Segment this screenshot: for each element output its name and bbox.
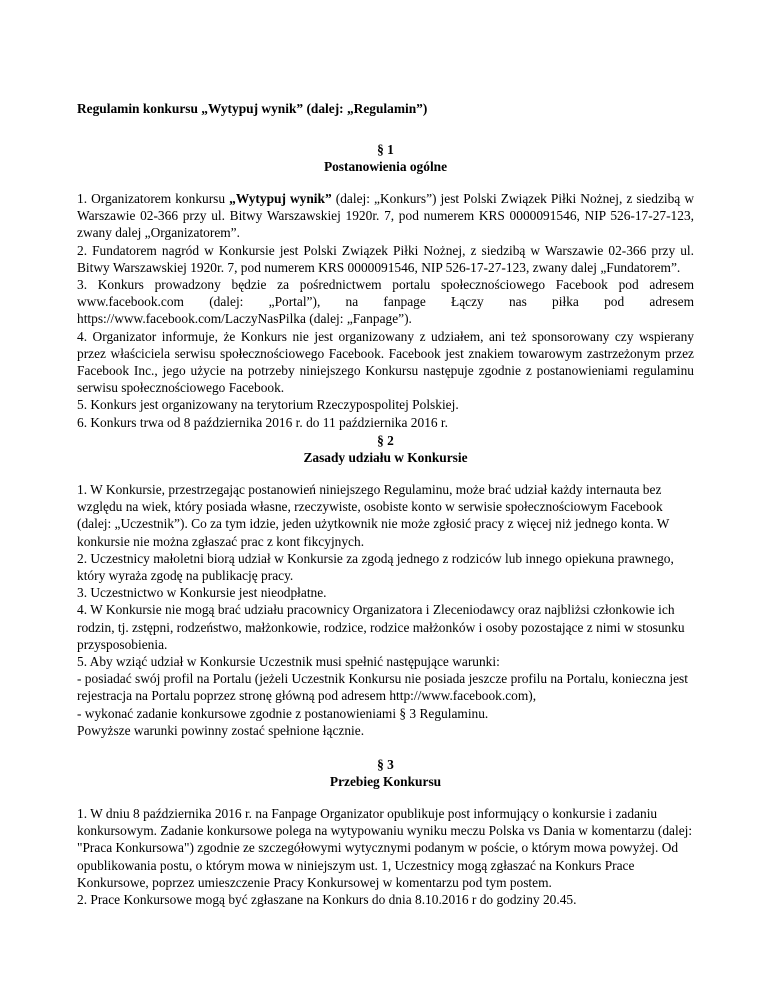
section-2-paragraph-5: 5. Aby wziąć udział w Konkursie Uczestnik musi spełnić następujące warunki: — [77, 654, 500, 670]
section-1-paragraph-1-rest: (dalej: „Konkurs”) jest Polski Związek Piłki Nożnej, z siedzibą w Warszawie 02-366 przy ul. Bitwy Warszawskiej 1920r. 7, pod numerem KRS 0000091546, NIP 526-17-27-123, zwany dalej „Organizatorem”. — [77, 191, 694, 241]
section-1-number: § 1 — [377, 142, 394, 157]
section-1-paragraph-3-url: https://www.facebook.com/LaczyNasPilka (dalej: „Fanpage”). — [77, 311, 412, 327]
section-2-paragraph-3: 3. Uczestnictwo w Konkursie jest nieodpłatne. — [77, 585, 327, 601]
section-2-header — [77, 432, 694, 466]
section-1-paragraph-5: 5. Konkurs jest organizowany na terytorium Rzeczypospolitej Polskiej. — [77, 397, 459, 413]
section-2-paragraph-4: 4. W Konkursie nie mogą brać udziału pracownicy Organizatora i Zleceniodawcy oraz najbliżsi członkowie ich rodzin, tj. zstępni, rodzeństwo, małżonkowie, rodzice, rodzice małżonków i osoby pozostające z nimi w stosunku przysposobienia. — [77, 602, 685, 652]
section-1-header — [77, 141, 694, 175]
section-1-paragraph-1-prefix: 1. Organizatorem konkursu — [77, 191, 230, 206]
section-3-paragraph-2: 2. Prace Konkursowe mogą być zgłaszane na Konkurs do dnia 8.10.2016 r do godziny 20.45. — [77, 892, 577, 908]
section-1-paragraph-4: 4. Organizator informuje, że Konkurs nie jest organizowany z udziałem, ani też sponsorowany czy wspierany przez właściciela serwisu społecznościowego Facebook. Facebook jest znakiem towarowym zastrzeżonym przez Facebook Inc., jego użycie na potrzeby niniejszego Konkursu następuje zgodnie z postanowieniami regulaminu serwisu społecznościowego Facebook. — [77, 328, 694, 396]
section-1-body — [77, 190, 694, 431]
section-2-condition-1: - posiadać swój profil na Portalu (jeżeli Uczestnik Konkursu nie posiada jeszcze profilu na Portalu, konieczna jest rejestracja na Portalu poprzez stronę główną pod adresem http://www.facebook.com), — [77, 671, 688, 704]
section-1-paragraph-6: 6. Konkurs trwa od 8 października 2016 r. do 11 października 2016 r. — [77, 414, 448, 430]
section-1-heading: Postanowienia ogólne — [323, 159, 448, 175]
section-1-paragraph-2: 2. Fundatorem nagród w Konkursie jest Polski Związek Piłki Nożnej, z siedzibą w Warszawie 02-366 przy ul. Bitwy Warszawskiej 1920r. 7, pod numerem KRS 0000091546, NIP 526-17-27-123, zwany dalej „Fundatorem”. — [77, 242, 694, 275]
section-3-body — [77, 805, 694, 908]
section-2-heading: Zasady udziału w Konkursie — [303, 450, 468, 466]
section-1-paragraph-1 — [77, 190, 694, 242]
section-2-paragraph-1: 1. W Konkursie, przestrzegając postanowień niniejszego Regulaminu, może brać udział każdy internauta bez względu na wiek, który posiada własne, rzeczywiste, osobiste konto w serwisie społecznościowym Facebook (dalej: „Uczestnik”). Co za tym idzie, jeden użytkownik nie może zgłosić pracy z więcej niż jednego konta. W konkursie nie można zgłaszać prac z kont fikcyjnych. — [77, 482, 670, 549]
section-2-body — [77, 481, 694, 722]
section-3-header — [77, 756, 694, 790]
section-2-condition-2: - wykonać zadanie konkursowe zgodnie z postanowieniami § 3 Regulaminu. — [77, 705, 489, 721]
section-2-paragraph-6: Powyższe warunki powinny zostać spełnione łącznie. — [77, 723, 365, 738]
contest-name-bold: „Wytypuj wynik” — [229, 191, 332, 206]
section-3-heading: Przebieg Konkursu — [329, 774, 442, 790]
section-1-paragraph-3: 3. Konkurs prowadzony będzie za pośrednictwem portalu społecznościowego Facebook pod adresem www.facebook.com (dalej: „Portal”), na fanpage Łączy nas piłka pod adresem — [77, 277, 694, 310]
document-title: Regulamin konkursu „Wytypuj wynik” (dalej: „Regulamin”) — [77, 101, 428, 116]
section-3-paragraph-1: 1. W dniu 8 października 2016 r. na Fanpage Organizator opublikuje post informujący o konkursie i zadaniu konkursowym. Zadanie konkursowe polega na wytypowaniu wyniku meczu Polska vs Dania w komentarzu (dalej: "Praca Konkursowa") zgodnie ze szczegółowymi wytycznymi podanym w poście, o którym mowa powyżej. Od opublikowania postu, o którym mowa w niniejszym ust. 1, Uczestnicy mogą zgłaszać na Konkurs Prace Konkursowe, poprzez umieszczenie Pracy Konkursowej w komentarzu pod tym postem. — [77, 806, 693, 890]
section-2-number: § 2 — [377, 433, 394, 448]
section-2-paragraph-2: 2. Uczestnicy małoletni biorą udział w Konkursie za zgodą jednego z rodziców lub innego opiekuna prawnego, który wyraża zgodę na publikację pracy. — [77, 550, 674, 584]
section-3-number: § 3 — [377, 757, 394, 772]
